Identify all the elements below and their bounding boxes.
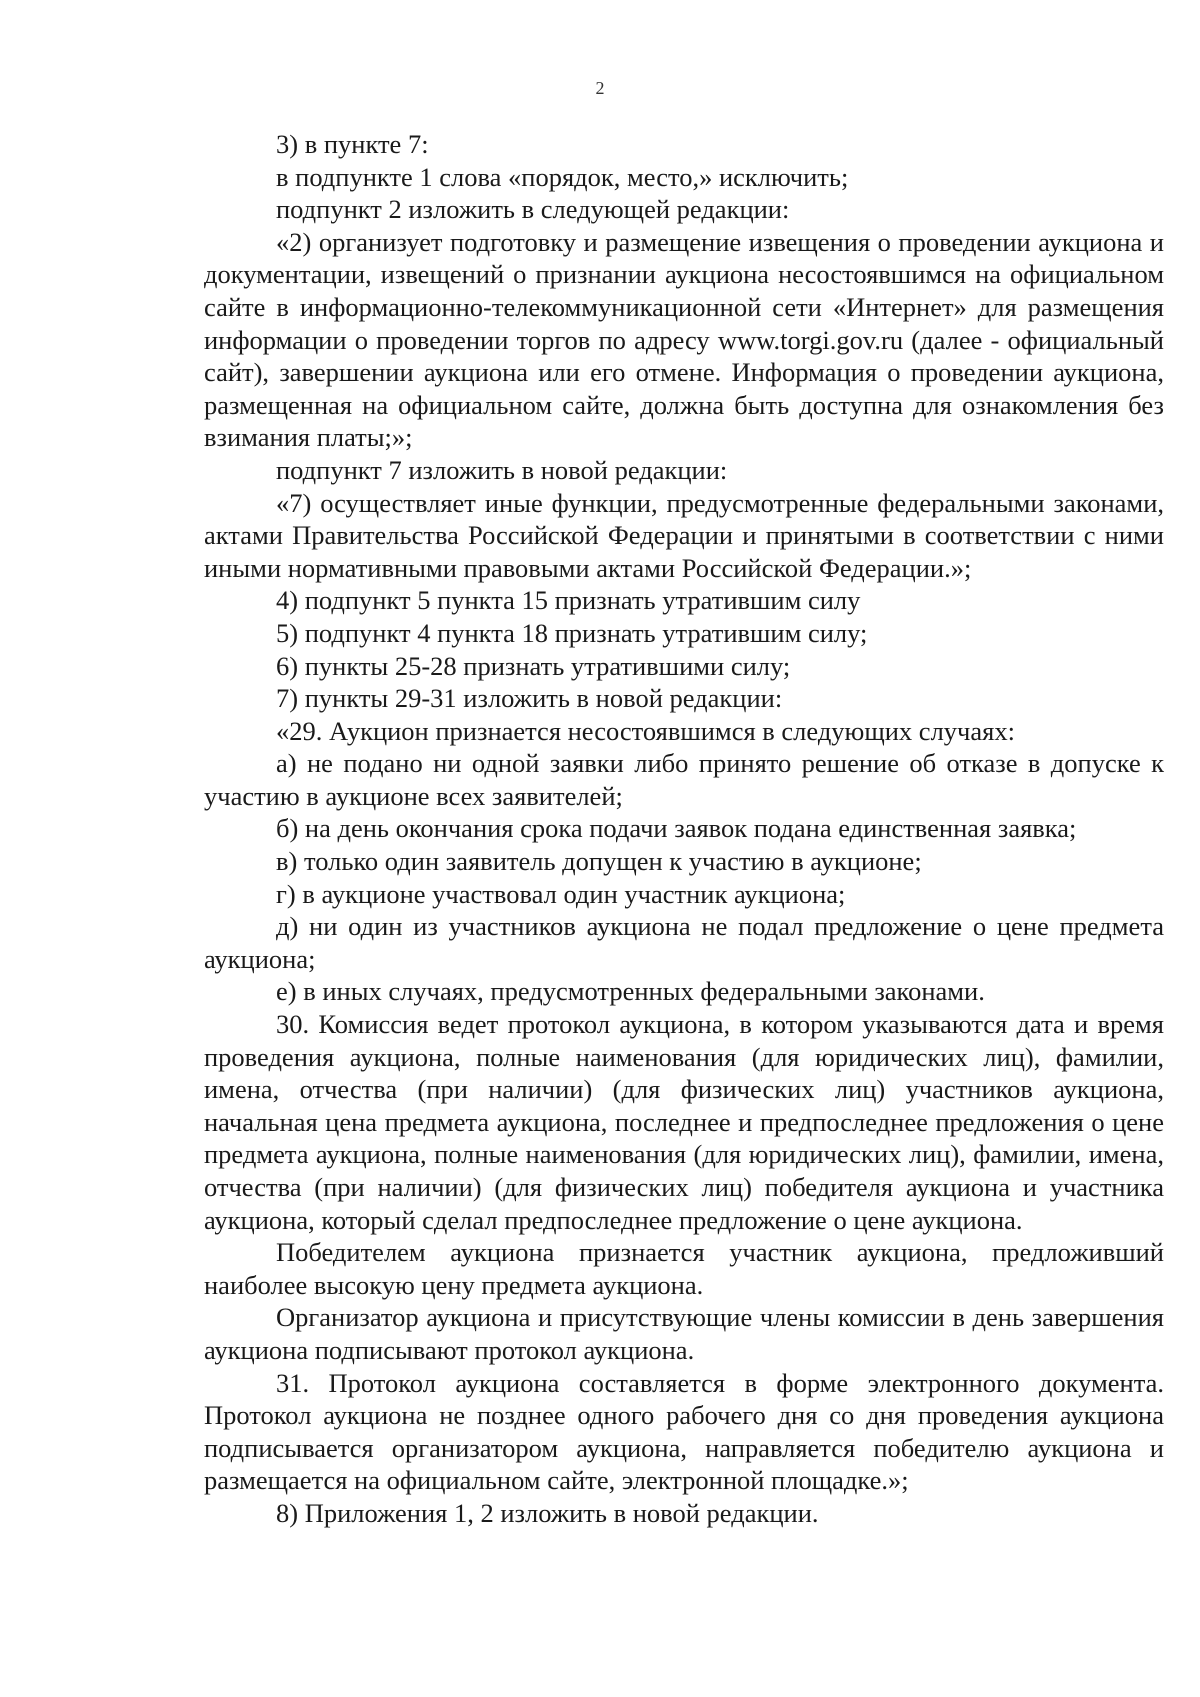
paragraph: 8) Приложения 1, 2 изложить в новой редакции. [276,1497,819,1528]
paragraph: Победителем аукциона признается участник аукциона, предложивший наиболее высокую цену предмета аукциона. [204,1237,1164,1300]
paragraph: 7) пункты 29-31 изложить в новой редакции: [276,683,783,714]
paragraph: е) в иных случаях, предусмотренных федеральными законами. [276,976,985,1007]
paragraph: 30. Комиссия ведет протокол аукциона, в котором указываются дата и время проведения аукциона, полные наименования (для юридических лиц), фамилии, имена, отчества (при наличии) (для физических лиц) участников аукциона, начальная цена предмета аукциона, последнее и предпоследнее предложения о цене предмета аукциона, полные наименования (для юридических лиц), фамилии, имена, отчества (при наличии) (для физических лиц) победителя аукциона и участника аукциона, который сделал предпоследнее предложение о цене аукциона. [204,1009,1164,1235]
document-body [204,128,1164,1530]
paragraph: 31. Протокол аукциона составляется в форме электронного документа. Протокол аукциона не позднее одного рабочего дня со дня проведения аукциона подписывается организатором аукциона, направляется победителю аукциона и размещается на официальном сайте, электронной площадке.»; [204,1367,1164,1496]
paragraph: Организатор аукциона и присутствующие члены комиссии в день завершения аукциона подписывают протокол аукциона. [204,1302,1164,1365]
paragraph: а) не подано ни одной заявки либо принято решение об отказе в допуске к участию в аукционе всех заявителей; [204,748,1164,811]
paragraph: «29. Аукцион признается несостоявшимся в следующих случаях: [276,715,1015,746]
paragraph: «2) организует подготовку и размещение извещения о проведении аукциона и документации, извещений о признании аукциона несостоявшимся на официальном сайте в информационно-телекоммуникационной сети «Интернет» для размещения информации о проведении торгов по адресу www.torgi.gov.ru (далее - официальный сайт), завершении аукциона или его отмене. Информация о проведении аукциона, размещенная на официальном сайте, должна быть доступна для ознакомления без взимания платы;»; [204,226,1164,453]
page-number: 2 [595,78,605,98]
paragraph: 5) подпункт 4 пункта 18 признать утратившим силу; [276,617,868,648]
paragraph: б) на день окончания срока подачи заявок подана единственная заявка; [276,813,1077,844]
paragraph: в) только один заявитель допущен к участию в аукционе; [276,846,922,877]
paragraph: подпункт 2 изложить в следующей редакции: [276,194,790,225]
paragraph: г) в аукционе участвовал один участник аукциона; [276,878,846,909]
paragraph: подпункт 7 изложить в новой редакции: [276,454,728,485]
paragraph: д) ни один из участников аукциона не подал предложение о цене предмета аукциона; [204,911,1164,974]
paragraph: в подпункте 1 слова «порядок, место,» исключить; [276,161,849,192]
paragraph: 6) пункты 25-28 признать утратившими силу; [276,650,791,681]
paragraph: 4) подпункт 5 пункта 15 признать утратившим силу [276,585,861,616]
paragraph: «7) осуществляет иные функции, предусмотренные федеральными законами, актами Правительства Российской Федерации и принятыми в соответствии с ними иными нормативными правовыми актами Российской Федерации.»; [204,487,1164,583]
paragraph: 3) в пункте 7: [276,129,429,159]
